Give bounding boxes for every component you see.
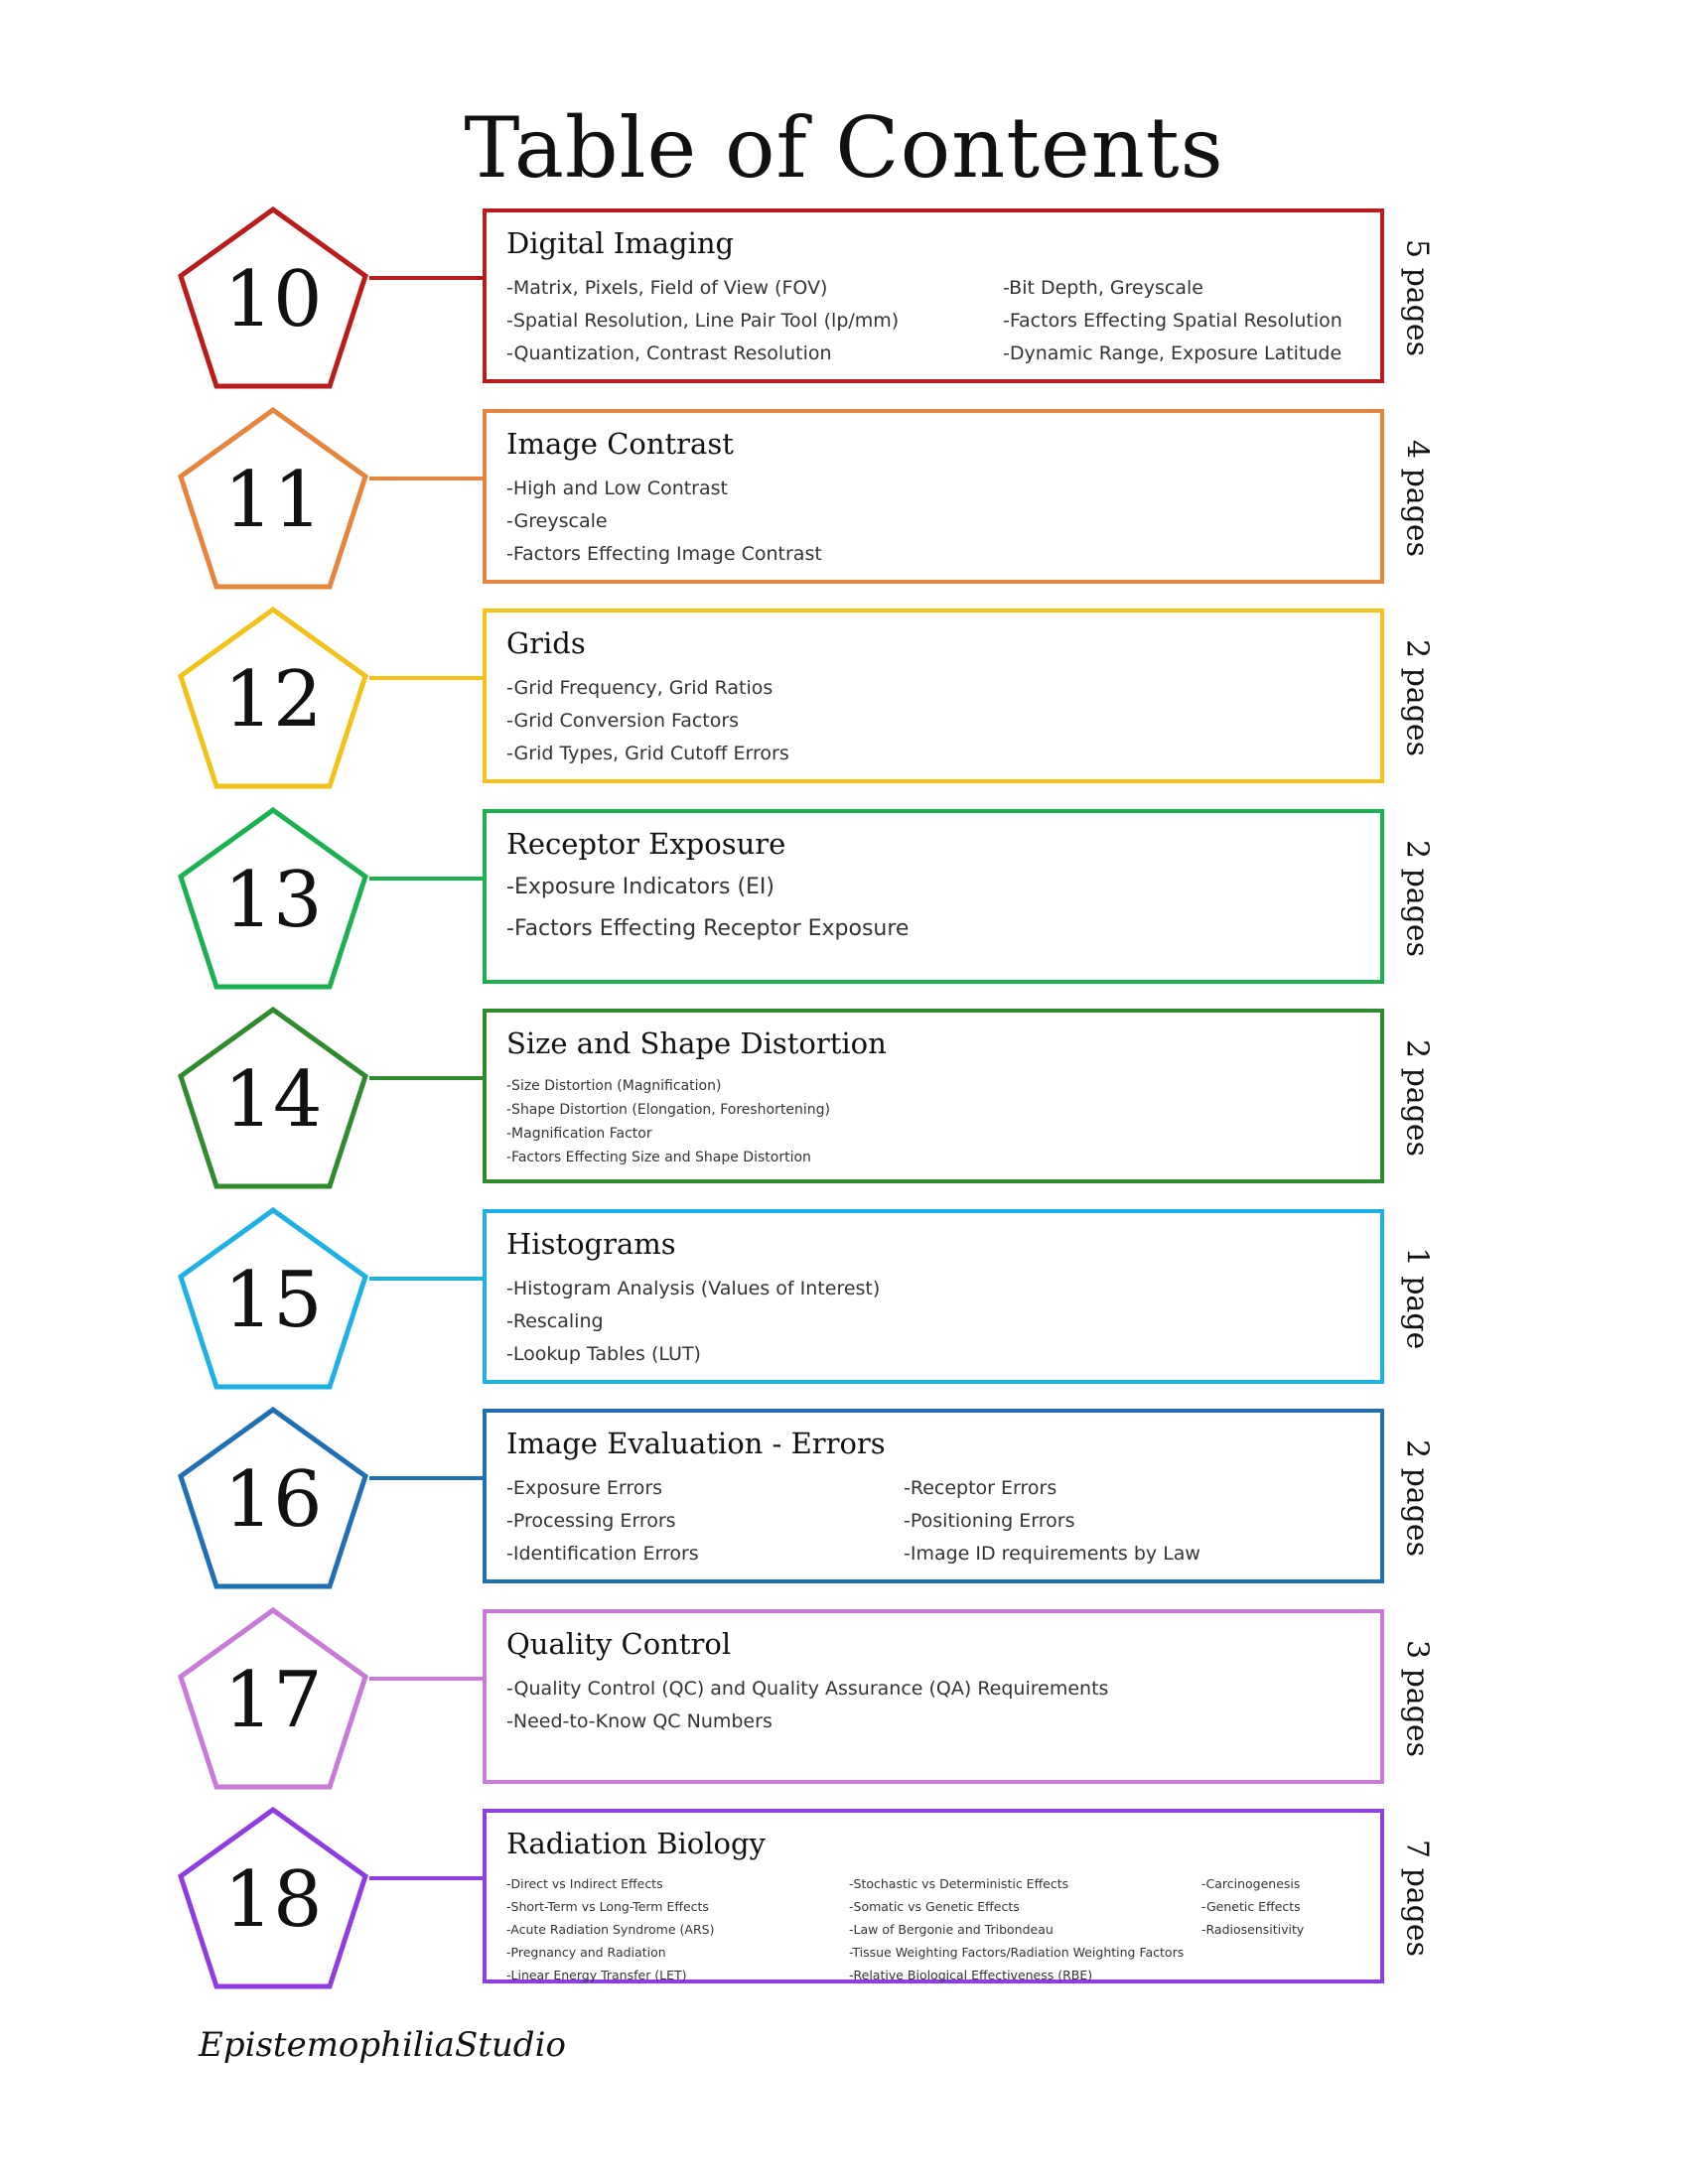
- page-count: [1384, 806, 1450, 991]
- page-count-label: 2 pages: [1399, 839, 1435, 957]
- studio-signature: EpistemophiliaStudio: [199, 2025, 566, 2065]
- topic-item: -Factors Effecting Size and Shape Distortion: [506, 1150, 811, 1165]
- topic-item: -Bit Depth, Greyscale: [1003, 277, 1203, 299]
- chapter-number: 13: [223, 855, 323, 945]
- topic-item: -Rescaling: [506, 1309, 604, 1332]
- topic-item: -Grid Types, Grid Cutoff Errors: [506, 743, 789, 764]
- page-count-label: 7 pages: [1399, 1839, 1435, 1958]
- chapter-title: Digital Imaging: [506, 226, 735, 260]
- toc-entry[interactable]: [0, 1406, 1688, 1590]
- chapter-pentagon: [177, 1406, 369, 1590]
- chapter-pentagon: [177, 606, 369, 790]
- chapter-number: 15: [223, 1255, 323, 1345]
- topic-column: [506, 272, 899, 370]
- chapter-box[interactable]: [483, 609, 1384, 783]
- chapter-pentagon: [177, 1806, 369, 1990]
- topic-item: -Grid Conversion Factors: [506, 710, 740, 732]
- toc-entry[interactable]: [0, 406, 1688, 591]
- chapter-pentagon: [177, 406, 369, 591]
- topic-column: [1003, 272, 1342, 370]
- page-count-label: 2 pages: [1399, 1438, 1435, 1558]
- chapter-title: Size and Shape Distortion: [506, 1026, 887, 1060]
- topic-item: -High and Low Contrast: [506, 477, 728, 499]
- chapter-title: Grids: [506, 626, 586, 660]
- topic-item: -Identification Errors: [506, 1543, 699, 1565]
- topic-item: -Short-Term vs Long-Term Effects: [506, 1899, 709, 1914]
- topic-item: -Acute Radiation Syndrome (ARS): [506, 1922, 715, 1937]
- topic-column: [506, 1273, 880, 1371]
- toc-entry[interactable]: [0, 1806, 1688, 1990]
- topic-item: -Grid Frequency, Grid Ratios: [506, 677, 774, 699]
- topic-item: -Pregnancy and Radiation: [506, 1945, 666, 1960]
- topic-item: -Receptor Errors: [904, 1477, 1057, 1499]
- topic-item: -Magnification Factor: [506, 1126, 652, 1142]
- topic-item: -Carcinogenesis: [1201, 1876, 1301, 1891]
- topic-column: [506, 473, 822, 571]
- topic-item: -Dynamic Range, Exposure Latitude: [1003, 342, 1342, 364]
- page-count-label: 2 pages: [1399, 1038, 1435, 1158]
- connector-line: [369, 276, 483, 280]
- chapter-pentagon: [177, 1206, 369, 1391]
- topic-item: -Exposure Errors: [506, 1477, 663, 1499]
- topic-item: -Factors Effecting Receptor Exposure: [506, 915, 910, 941]
- toc-entry[interactable]: [0, 806, 1688, 991]
- chapter-pentagon: [177, 1606, 369, 1791]
- topic-item: -Factors Effecting Image Contrast: [506, 542, 822, 565]
- topic-item: -Processing Errors: [506, 1510, 676, 1532]
- topic-item: -Positioning Errors: [904, 1510, 1075, 1532]
- toc-entry[interactable]: [0, 205, 1688, 390]
- chapter-number: 14: [223, 1055, 323, 1145]
- page-count: [1384, 406, 1450, 591]
- chapter-pentagon: [177, 806, 369, 991]
- chapter-title: Image Contrast: [506, 426, 734, 461]
- topic-item: -Exposure Indicators (EI): [506, 874, 775, 899]
- page-count-label: 1 page: [1399, 1247, 1435, 1349]
- chapter-box[interactable]: [483, 1409, 1384, 1583]
- toc-entry[interactable]: [0, 1606, 1688, 1791]
- page-count-label: 4 pages: [1399, 439, 1435, 557]
- page-count: [1384, 1606, 1450, 1791]
- chapter-number: 10: [223, 255, 323, 344]
- topic-column: [904, 1472, 1200, 1570]
- page-count: [1384, 1806, 1450, 1990]
- chapter-box[interactable]: [483, 1209, 1384, 1384]
- chapter-title: Image Evaluation - Errors: [506, 1427, 886, 1460]
- chapter-number: 16: [223, 1455, 323, 1545]
- chapter-title: Receptor Exposure: [506, 826, 786, 861]
- connector-line: [369, 1876, 483, 1880]
- chapter-number: 18: [223, 1855, 323, 1945]
- chapter-number: 17: [223, 1655, 323, 1745]
- connector-line: [369, 1677, 483, 1681]
- topic-item: -Need-to-Know QC Numbers: [506, 1709, 773, 1732]
- chapter-box[interactable]: [483, 809, 1384, 984]
- topic-item: -Lookup Tables (LUT): [506, 1342, 701, 1365]
- connector-line: [369, 877, 483, 881]
- topic-item: -Image ID requirements by Law: [904, 1543, 1200, 1565]
- topic-item: -Somatic vs Genetic Effects: [849, 1899, 1020, 1914]
- toc-entry[interactable]: [0, 606, 1688, 790]
- page-count-label: 2 pages: [1399, 638, 1435, 757]
- topic-column: [506, 1872, 714, 1986]
- topic-item: -Shape Distortion (Elongation, Foreshortening): [506, 1102, 830, 1118]
- page-count: [1384, 1406, 1450, 1590]
- topic-column: [506, 672, 789, 770]
- topic-column: [506, 867, 909, 950]
- topic-item: -Spatial Resolution, Line Pair Tool (lp/mm): [506, 310, 900, 332]
- chapter-title: Histograms: [506, 1226, 676, 1261]
- chapter-pentagon: [177, 205, 369, 390]
- chapter-box[interactable]: [483, 1809, 1384, 1983]
- page-count: [1384, 1206, 1450, 1391]
- chapter-title: Quality Control: [506, 1626, 732, 1661]
- topic-item: -Genetic Effects: [1201, 1899, 1301, 1914]
- topic-item: -Quantization, Contrast Resolution: [506, 342, 832, 364]
- toc-entry[interactable]: [0, 1006, 1688, 1190]
- chapter-box[interactable]: [483, 1009, 1384, 1183]
- connector-line: [369, 676, 483, 680]
- topic-item: -Relative Biological Effectiveness (RBE): [849, 1968, 1093, 1982]
- topic-column: [849, 1872, 1184, 1986]
- topic-column: [506, 1673, 1108, 1738]
- topic-item: -Direct vs Indirect Effects: [506, 1876, 663, 1891]
- chapter-box[interactable]: [483, 208, 1384, 383]
- chapter-box[interactable]: [483, 409, 1384, 584]
- page-count-label: 5 pages: [1399, 238, 1435, 357]
- page-count-label: 3 pages: [1399, 1639, 1435, 1757]
- topic-item: -Histogram Analysis (Values of Interest): [506, 1277, 881, 1299]
- chapter-title: Radiation Biology: [506, 1827, 766, 1860]
- topic-item: -Radiosensitivity: [1201, 1922, 1305, 1937]
- page-title: Table of Contents: [464, 99, 1224, 197]
- page-count: [1384, 606, 1450, 790]
- topic-column: [1201, 1872, 1304, 1941]
- topic-item: -Matrix, Pixels, Field of View (FOV): [506, 277, 828, 299]
- toc-entry[interactable]: [0, 1206, 1688, 1391]
- chapter-number: 11: [223, 455, 323, 545]
- chapter-number: 12: [223, 655, 323, 745]
- topic-item: -Greyscale: [506, 509, 608, 532]
- connector-line: [369, 1277, 483, 1281]
- page-count: [1384, 1006, 1450, 1190]
- chapter-box[interactable]: [483, 1609, 1384, 1784]
- page-count: [1384, 205, 1450, 390]
- connector-line: [369, 1076, 483, 1080]
- topic-column: [506, 1472, 699, 1570]
- topic-item: -Size Distortion (Magnification): [506, 1078, 722, 1094]
- topic-item: -Stochastic vs Deterministic Effects: [849, 1876, 1069, 1891]
- topic-column: [506, 1074, 830, 1169]
- topic-item: -Tissue Weighting Factors/Radiation Weighting Factors: [849, 1945, 1185, 1960]
- topic-item: -Law of Bergonie and Tribondeau: [849, 1922, 1054, 1937]
- topic-item: -Linear Energy Transfer (LET): [506, 1968, 687, 1982]
- topic-item: -Quality Control (QC) and Quality Assurance (QA) Requirements: [506, 1677, 1109, 1700]
- topic-item: -Factors Effecting Spatial Resolution: [1003, 310, 1342, 332]
- connector-line: [369, 1476, 483, 1480]
- chapter-pentagon: [177, 1006, 369, 1190]
- connector-line: [369, 477, 483, 480]
